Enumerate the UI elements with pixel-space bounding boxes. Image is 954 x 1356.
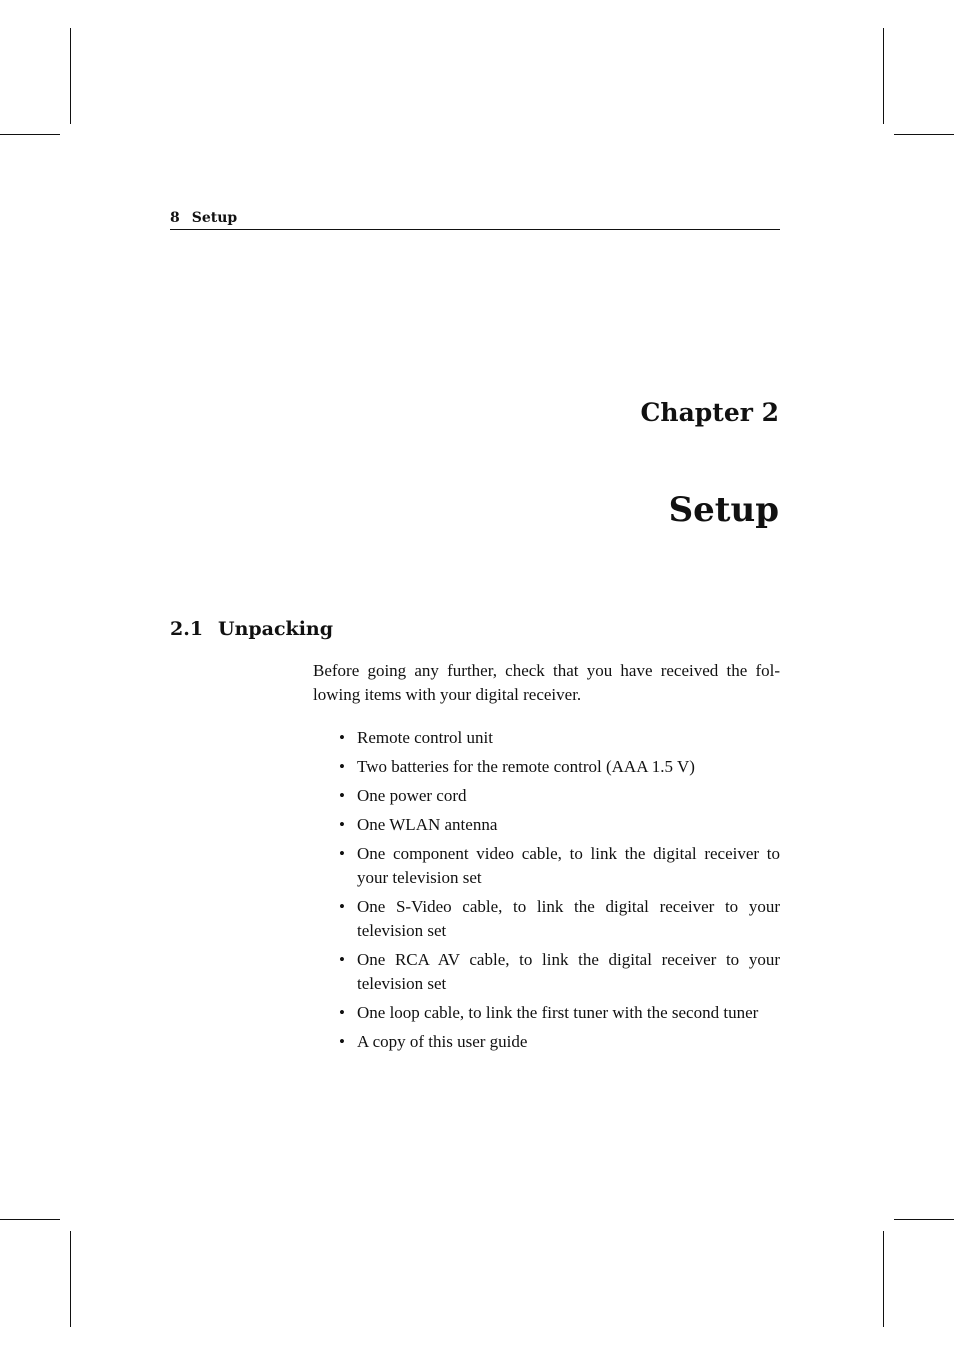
list-item: • Remote control unit	[339, 726, 780, 750]
list-item: • One loop cable, to link the first tuner with the second tuner	[339, 1001, 780, 1025]
list-item: • A copy of this user guide	[339, 1030, 780, 1054]
crop-mark-top-left-horizontal	[0, 134, 60, 135]
list-item: • Two batteries for the remote control (AAA 1.5 V)	[339, 755, 780, 779]
bullet-icon: •	[339, 844, 345, 863]
chapter-label: Chapter 2	[640, 398, 779, 427]
list-item: • One WLAN antenna	[339, 813, 780, 837]
bullet-icon: •	[339, 786, 345, 805]
crop-mark-bottom-left-horizontal	[0, 1219, 60, 1220]
section-title: Unpacking	[218, 618, 334, 640]
intro-line-1: Before going any further, check that you have received the fol-	[313, 661, 780, 680]
package-contents-list	[339, 726, 780, 1059]
crop-mark-top-right-vertical	[883, 28, 884, 124]
running-title: Setup	[191, 210, 238, 226]
crop-mark-top-right-horizontal	[894, 134, 954, 135]
list-item: • One power cord	[339, 784, 780, 808]
crop-mark-bottom-right-vertical	[883, 1231, 884, 1327]
bullet-icon: •	[339, 728, 345, 747]
intro-line-2: lowing items with your digital receiver.	[313, 685, 582, 704]
bullet-icon: •	[339, 815, 345, 834]
chapter-title: Setup	[668, 490, 779, 530]
bullet-icon: •	[339, 757, 345, 776]
crop-mark-top-left-vertical	[70, 28, 71, 124]
bullet-icon: •	[339, 1032, 345, 1051]
bullet-icon: •	[339, 897, 345, 916]
running-head	[170, 208, 780, 230]
section-heading	[170, 615, 333, 643]
bullet-icon: •	[339, 950, 345, 969]
intro-paragraph	[313, 659, 780, 707]
list-item: • One S-Video cable, to link the digital receiver to your television set	[339, 897, 780, 940]
list-item: • One RCA AV cable, to link the digital receiver to your television set	[339, 950, 780, 993]
section-number: 2.1	[170, 618, 204, 640]
page-number: 8	[170, 210, 180, 226]
crop-mark-bottom-left-vertical	[70, 1231, 71, 1327]
bullet-icon: •	[339, 1003, 345, 1022]
list-item: • One component video cable, to link the digital receiver to your television set	[339, 844, 780, 887]
crop-mark-bottom-right-horizontal	[894, 1219, 954, 1220]
